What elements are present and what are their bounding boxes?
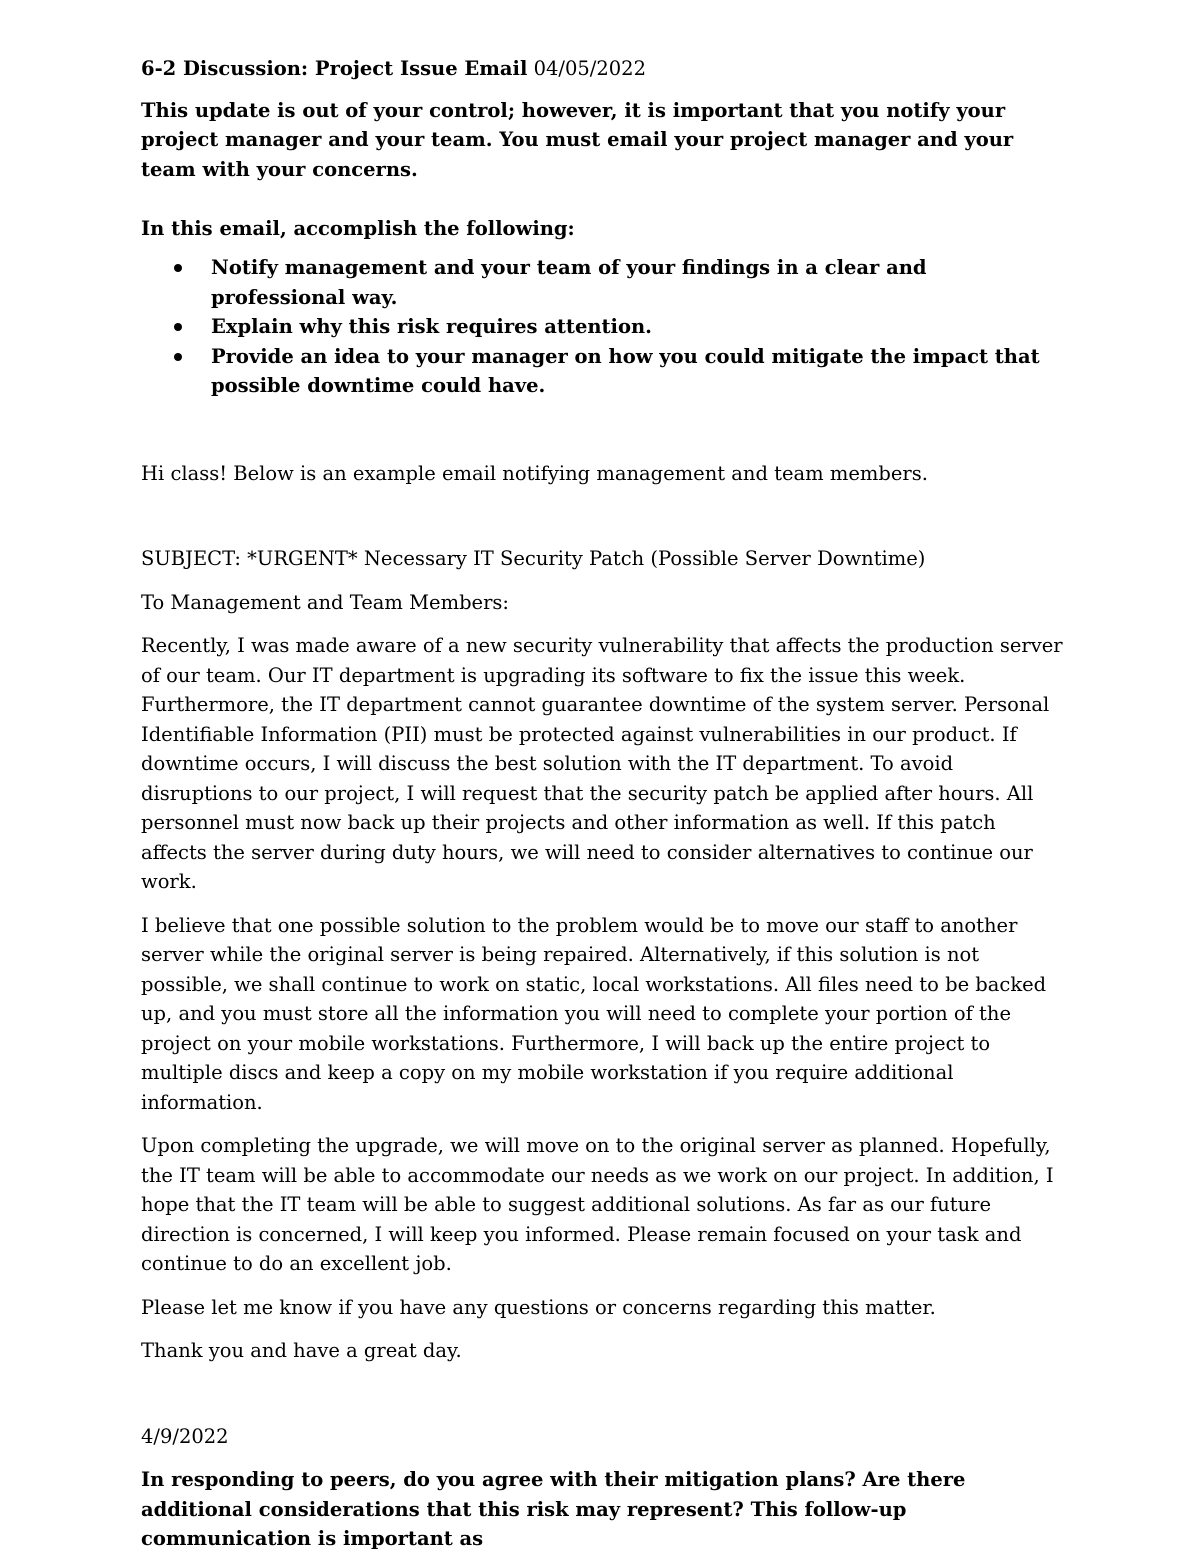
title-date: 04/05/2022 [533, 57, 646, 80]
spacer [141, 401, 1066, 459]
email-signoff: Thank you and have a great day. [141, 1339, 462, 1362]
email-subject: SUBJECT: *URGENT* Necessary IT Security Patch (Possible Server Downtime) [141, 547, 926, 570]
list-item-text: Explain why this risk requires attention. [211, 315, 652, 338]
greeting-note: Hi class! Below is an example email notifying management and team members. [141, 461, 928, 485]
list-item-text: Provide an idea to your manager on how you could mitigate the impact that possible downtime could have. [211, 344, 1040, 397]
prompt-intro: This update is out of your control; however, it is important that you notify your project manager and your team. You must email your project manager and your team with your concerns. [141, 98, 1014, 181]
email-paragraph: I believe that one possible solution to the problem would be to move our staff to another server while the original server is being repaired. Alternatively, if this solution is not possible, we shall continue to work on static, local workstations. All files need to be backed up, and you must store all the information you will need to complete your portion of the project on your mobile workstations. Furthermore, I will back up the entire project to multiple discs and keep a copy on my mobile workstation if you require additional information. [141, 913, 1047, 1114]
bullet-icon [174, 353, 182, 361]
title-heading: 6-2 Discussion: Project Issue Email [141, 57, 528, 80]
spacer [141, 502, 1066, 544]
spacer [141, 1380, 1066, 1422]
instructions-lead: In this email, accomplish the following: [141, 216, 575, 240]
bullet-icon [174, 323, 182, 331]
email-salutation: To Management and Team Members: [141, 590, 509, 614]
email-paragraph: Recently, I was made aware of a new security vulnerability that affects the production server of our team. Our IT department is upgrading its software to fix the issue this week. Furthermore, the IT department cannot guarantee downtime of the system server. Personal Identifiable Information (PII) must be protected against vulnerabilities in our product. If downtime occurs, I will discuss the best solution with the IT department. To avoid disruptions to our project, I will request that the security patch be applied after hours. All personnel must now back up their projects and other information as well. If this patch affects the server during duty hours, we will need to consider alternatives to continue our work. [141, 634, 1063, 893]
email-paragraph: Please let me know if you have any questions or concerns regarding this matter. [141, 1295, 936, 1319]
bullet-icon [174, 264, 182, 272]
email-paragraph: Upon completing the upgrade, we will move on to the original server as planned. Hopefully, the IT team will be able to accommodate our needs as we work on our project. In addition, I hope that the IT team will be able to suggest additional solutions. As far as our future direction is concerned, I will keep you informed. Please remain focused on your task and continue to do an excellent job. [141, 1134, 1054, 1275]
document-page [141, 54, 1066, 1554]
list-item-text: Notify management and your team of your findings in a clear and professional way. [211, 256, 927, 309]
list-item [211, 312, 1066, 342]
followup-prompt: In responding to peers, do you agree with their mitigation plans? Are there additional considerations that this risk may represent? This follow-up communication is important as [141, 1468, 966, 1550]
spacer [141, 184, 1066, 214]
followup-date: 4/9/2022 [141, 1424, 229, 1448]
list-item [211, 342, 1066, 401]
list-item [211, 253, 1066, 312]
document-title [141, 54, 1066, 84]
instructions-list [141, 253, 1066, 401]
